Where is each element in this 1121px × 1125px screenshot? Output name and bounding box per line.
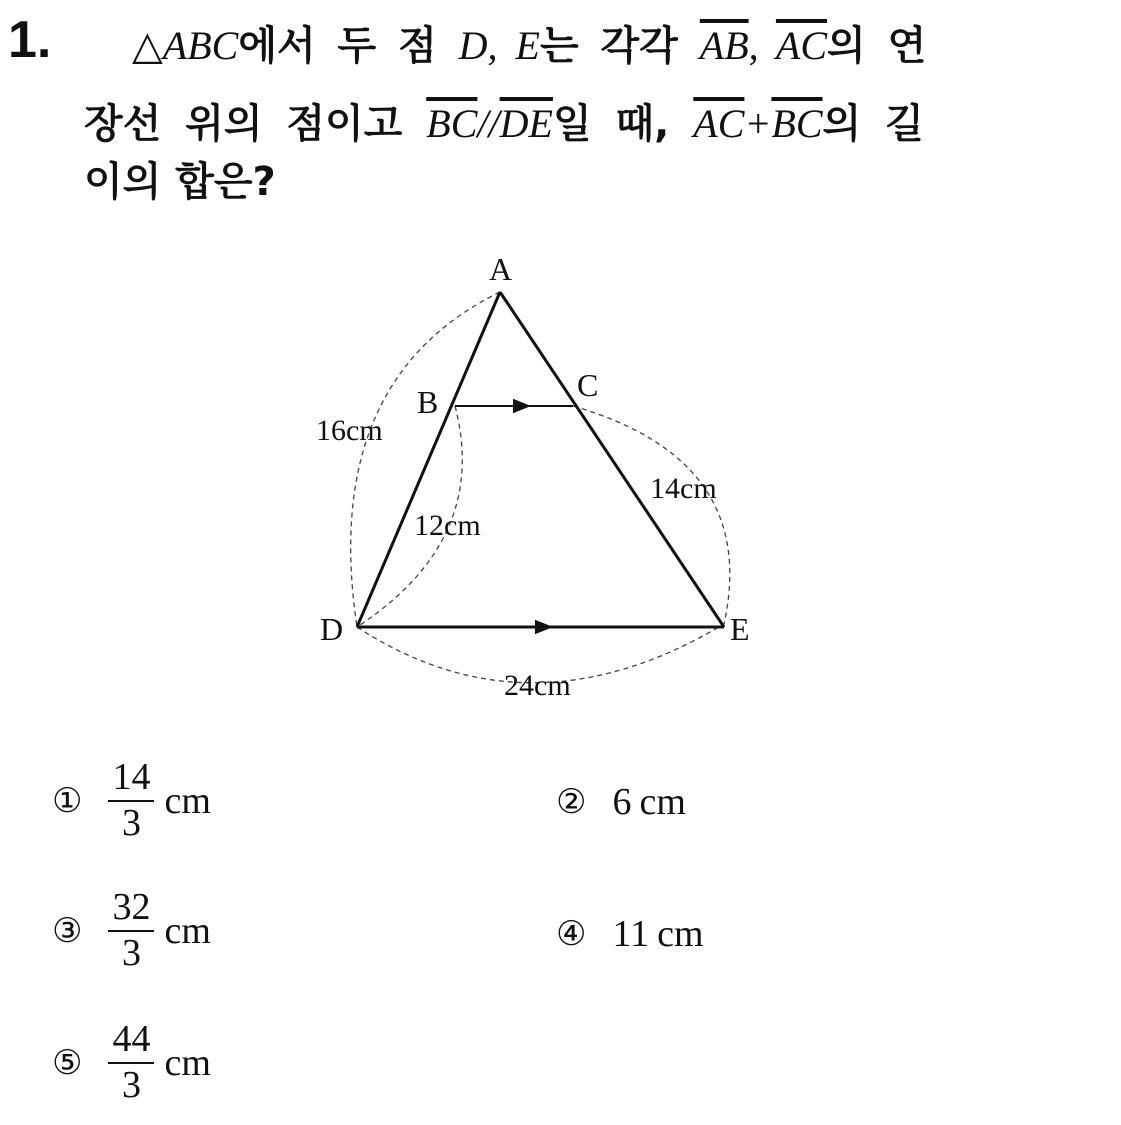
- choice-1[interactable]: [52, 758, 211, 844]
- q1-comma-2: ,: [748, 23, 776, 68]
- label-e: E: [730, 611, 750, 647]
- label-d: D: [320, 611, 344, 647]
- segment-ac: $\overline{AC}$: [775, 23, 828, 68]
- choice-5[interactable]: [52, 1020, 211, 1106]
- segment-de: $\overline{DE}$: [499, 101, 553, 146]
- triangle-abc: △ABC: [132, 23, 239, 68]
- q2-text-c: 의 길: [822, 101, 924, 147]
- choice-1-fraction: [108, 758, 154, 844]
- choice-4-value: 11: [612, 913, 650, 955]
- question-line-3: 이의 합은?: [84, 159, 276, 205]
- length-ce: 14cm: [650, 472, 717, 505]
- length-de: 24cm: [504, 669, 571, 702]
- choice-3-denominator: 3: [121, 931, 141, 974]
- length-bd: 12cm: [414, 509, 481, 542]
- segment-ad-line: [357, 292, 500, 627]
- choice-1-unit: cm: [164, 779, 211, 822]
- q1-text-c: 의 연: [827, 23, 927, 69]
- choice-1-denominator: 3: [121, 801, 141, 844]
- segment-ae-line: [500, 292, 724, 627]
- choice-5-number: ⑤: [52, 1042, 83, 1083]
- parallel-symbol: //: [477, 101, 500, 146]
- choice-5-unit: cm: [164, 1041, 211, 1084]
- choice-2-number: ②: [556, 782, 587, 822]
- choice-2-value: 6: [612, 781, 632, 823]
- choice-5-numerator: 44: [108, 1020, 154, 1064]
- choice-4[interactable]: [556, 912, 704, 956]
- choice-3-numerator: 32: [108, 888, 154, 932]
- point-d-symbol: D: [458, 23, 488, 68]
- choice-2[interactable]: [556, 780, 686, 824]
- choice-3-fraction: [108, 888, 154, 974]
- question-line-2: [84, 100, 1081, 148]
- segment-bc: $\overline{BC}$: [426, 101, 478, 146]
- label-b: B: [417, 384, 439, 420]
- label-c: C: [577, 367, 599, 403]
- q1-text-a: 에서 두 점: [238, 23, 459, 69]
- choice-1-numerator: 14: [108, 758, 154, 802]
- question-number: 1.: [8, 11, 52, 69]
- choice-3-number: ③: [52, 910, 83, 951]
- q2-text-b: 일 때,: [552, 101, 694, 147]
- triangle-figure: [300, 240, 780, 710]
- plus-sign: +: [744, 101, 772, 146]
- choice-3[interactable]: [52, 888, 211, 974]
- choice-3-unit: cm: [164, 909, 211, 952]
- q1-text-b: 는 각각: [539, 23, 700, 69]
- length-ad: 16cm: [316, 414, 383, 447]
- point-e-symbol: E: [515, 23, 540, 68]
- choice-2-unit: cm: [639, 781, 686, 823]
- choice-4-unit: cm: [657, 913, 704, 955]
- choice-4-number: ④: [556, 914, 587, 954]
- choice-5-denominator: 3: [121, 1063, 141, 1106]
- segment-ac-2: $\overline{AC}$: [693, 101, 745, 146]
- choice-5-fraction: [108, 1020, 154, 1106]
- segment-bc-2: $\overline{BC}$: [771, 101, 823, 146]
- q2-text-a: 장선 위의 점이고: [84, 101, 427, 147]
- q1-comma-1: ,: [487, 23, 516, 68]
- choice-1-number: ①: [52, 780, 83, 821]
- label-a: A: [489, 251, 513, 287]
- question-line-1: [132, 22, 1081, 70]
- segment-ab: $\overline{AB}$: [699, 23, 749, 68]
